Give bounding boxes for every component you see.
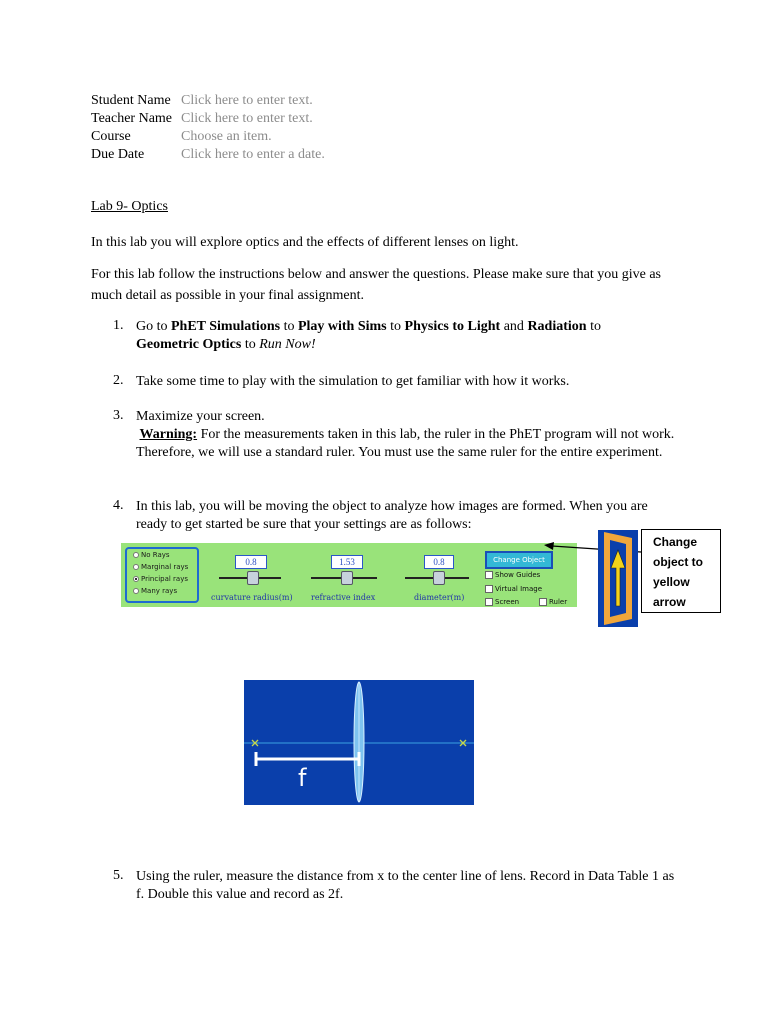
focal-length-bar (256, 752, 359, 766)
radio-marginal-rays[interactable]: Marginal rays (133, 563, 188, 571)
step-3-text: Maximize your screen. Warning: For the measurements taken in this lab, the ruler in the PhET program will not work. Therefore, we will use a standard ruler. You must use the same ruler for the entire experiment. (136, 409, 675, 460)
refractive-slider-knob[interactable] (341, 571, 353, 585)
phet-simulations-text: PhET Simulations (171, 319, 281, 334)
step-5-number: 5. (113, 868, 124, 883)
diameter-label: diameter(m) (414, 593, 465, 602)
student-name-label: Student Name (91, 93, 171, 108)
diameter-value[interactable]: 0.8 (424, 555, 454, 569)
radio-no-rays[interactable]: No Rays (133, 551, 170, 559)
geometric-optics-text: Geometric Optics (136, 337, 242, 352)
teacher-name-field[interactable]: Click here to enter text. (181, 111, 313, 126)
step-3-number: 3. (113, 408, 124, 423)
show-guides-checkbox[interactable]: Show Guides (485, 571, 540, 579)
step-1-number: 1. (113, 318, 124, 333)
student-name-field[interactable]: Click here to enter text. (181, 93, 313, 108)
refractive-index-value[interactable]: 1.53 (331, 555, 363, 569)
curvature-slider-knob[interactable] (247, 571, 259, 585)
screen-checkbox[interactable]: Screen (485, 598, 519, 606)
lab-title: Lab 9- Optics (91, 199, 168, 214)
warning-label: Warning: (139, 427, 198, 442)
course-dropdown[interactable]: Choose an item. (181, 129, 272, 144)
radio-many-rays[interactable]: Many rays (133, 587, 177, 595)
intro-paragraph: In this lab you will explore optics and the effects of different lenses on light. (91, 235, 519, 250)
yellow-arrow-object-icon (598, 530, 638, 627)
course-label: Course (91, 129, 131, 144)
step-4-number: 4. (113, 498, 124, 513)
physics-to-light-text: Physics to Light (404, 319, 501, 334)
radio-principal-rays[interactable]: Principal rays (133, 575, 188, 583)
ruler-checkbox[interactable]: Ruler (539, 598, 567, 606)
step-4-text: In this lab, you will be moving the object to analyze how images are formed. When you are ready to get started be sure that your settings are as follows: (136, 499, 648, 532)
virtual-image-checkbox[interactable]: Virtual Image (485, 585, 542, 593)
focal-length-label: f (298, 764, 307, 792)
lens-diagram-svg (244, 680, 474, 805)
change-object-button[interactable]: Change Object (485, 551, 553, 569)
phet-control-panel (121, 543, 577, 607)
warning-text: For the measurements taken in this lab, the ruler in the PhET program will not work. Therefore, we will use a standard ruler. You must use the same ruler for the entire experiment. (136, 427, 675, 460)
lens-focal-diagram (244, 680, 474, 805)
radiation-text: Radiation (527, 319, 587, 334)
change-object-callout: Change object to yellow arrow (641, 529, 721, 613)
step-2-number: 2. (113, 373, 124, 388)
curvature-label: curvature radius(m) (211, 593, 293, 602)
step-1-text: Go to PhET Simulations to Play with Sims to Physics to Light and Radiation to Geometric Optics to Run Now! (136, 319, 601, 352)
refractive-index-label: refractive index (311, 593, 376, 602)
due-date-picker[interactable]: Click here to enter a date. (181, 147, 325, 162)
step-2-text: Take some time to play with the simulation to get familiar with how it works. (136, 374, 570, 389)
run-now-text: Run Now! (259, 337, 316, 352)
instructions-paragraph: For this lab follow the instructions below and answer the questions. Please make sure that you give as much detail as possible in your final assignment. (91, 267, 662, 303)
diameter-slider-knob[interactable] (433, 571, 445, 585)
due-date-label: Due Date (91, 147, 145, 162)
teacher-name-label: Teacher Name (91, 111, 173, 126)
step-5-text: Using the ruler, measure the distance from x to the center line of lens. Record in Data Table 1 as f. Double this value and record as 2f. (136, 869, 675, 902)
ray-options-group (125, 547, 199, 603)
curvature-value[interactable]: 0.8 (235, 555, 267, 569)
play-with-sims-text: Play with Sims (297, 319, 387, 334)
